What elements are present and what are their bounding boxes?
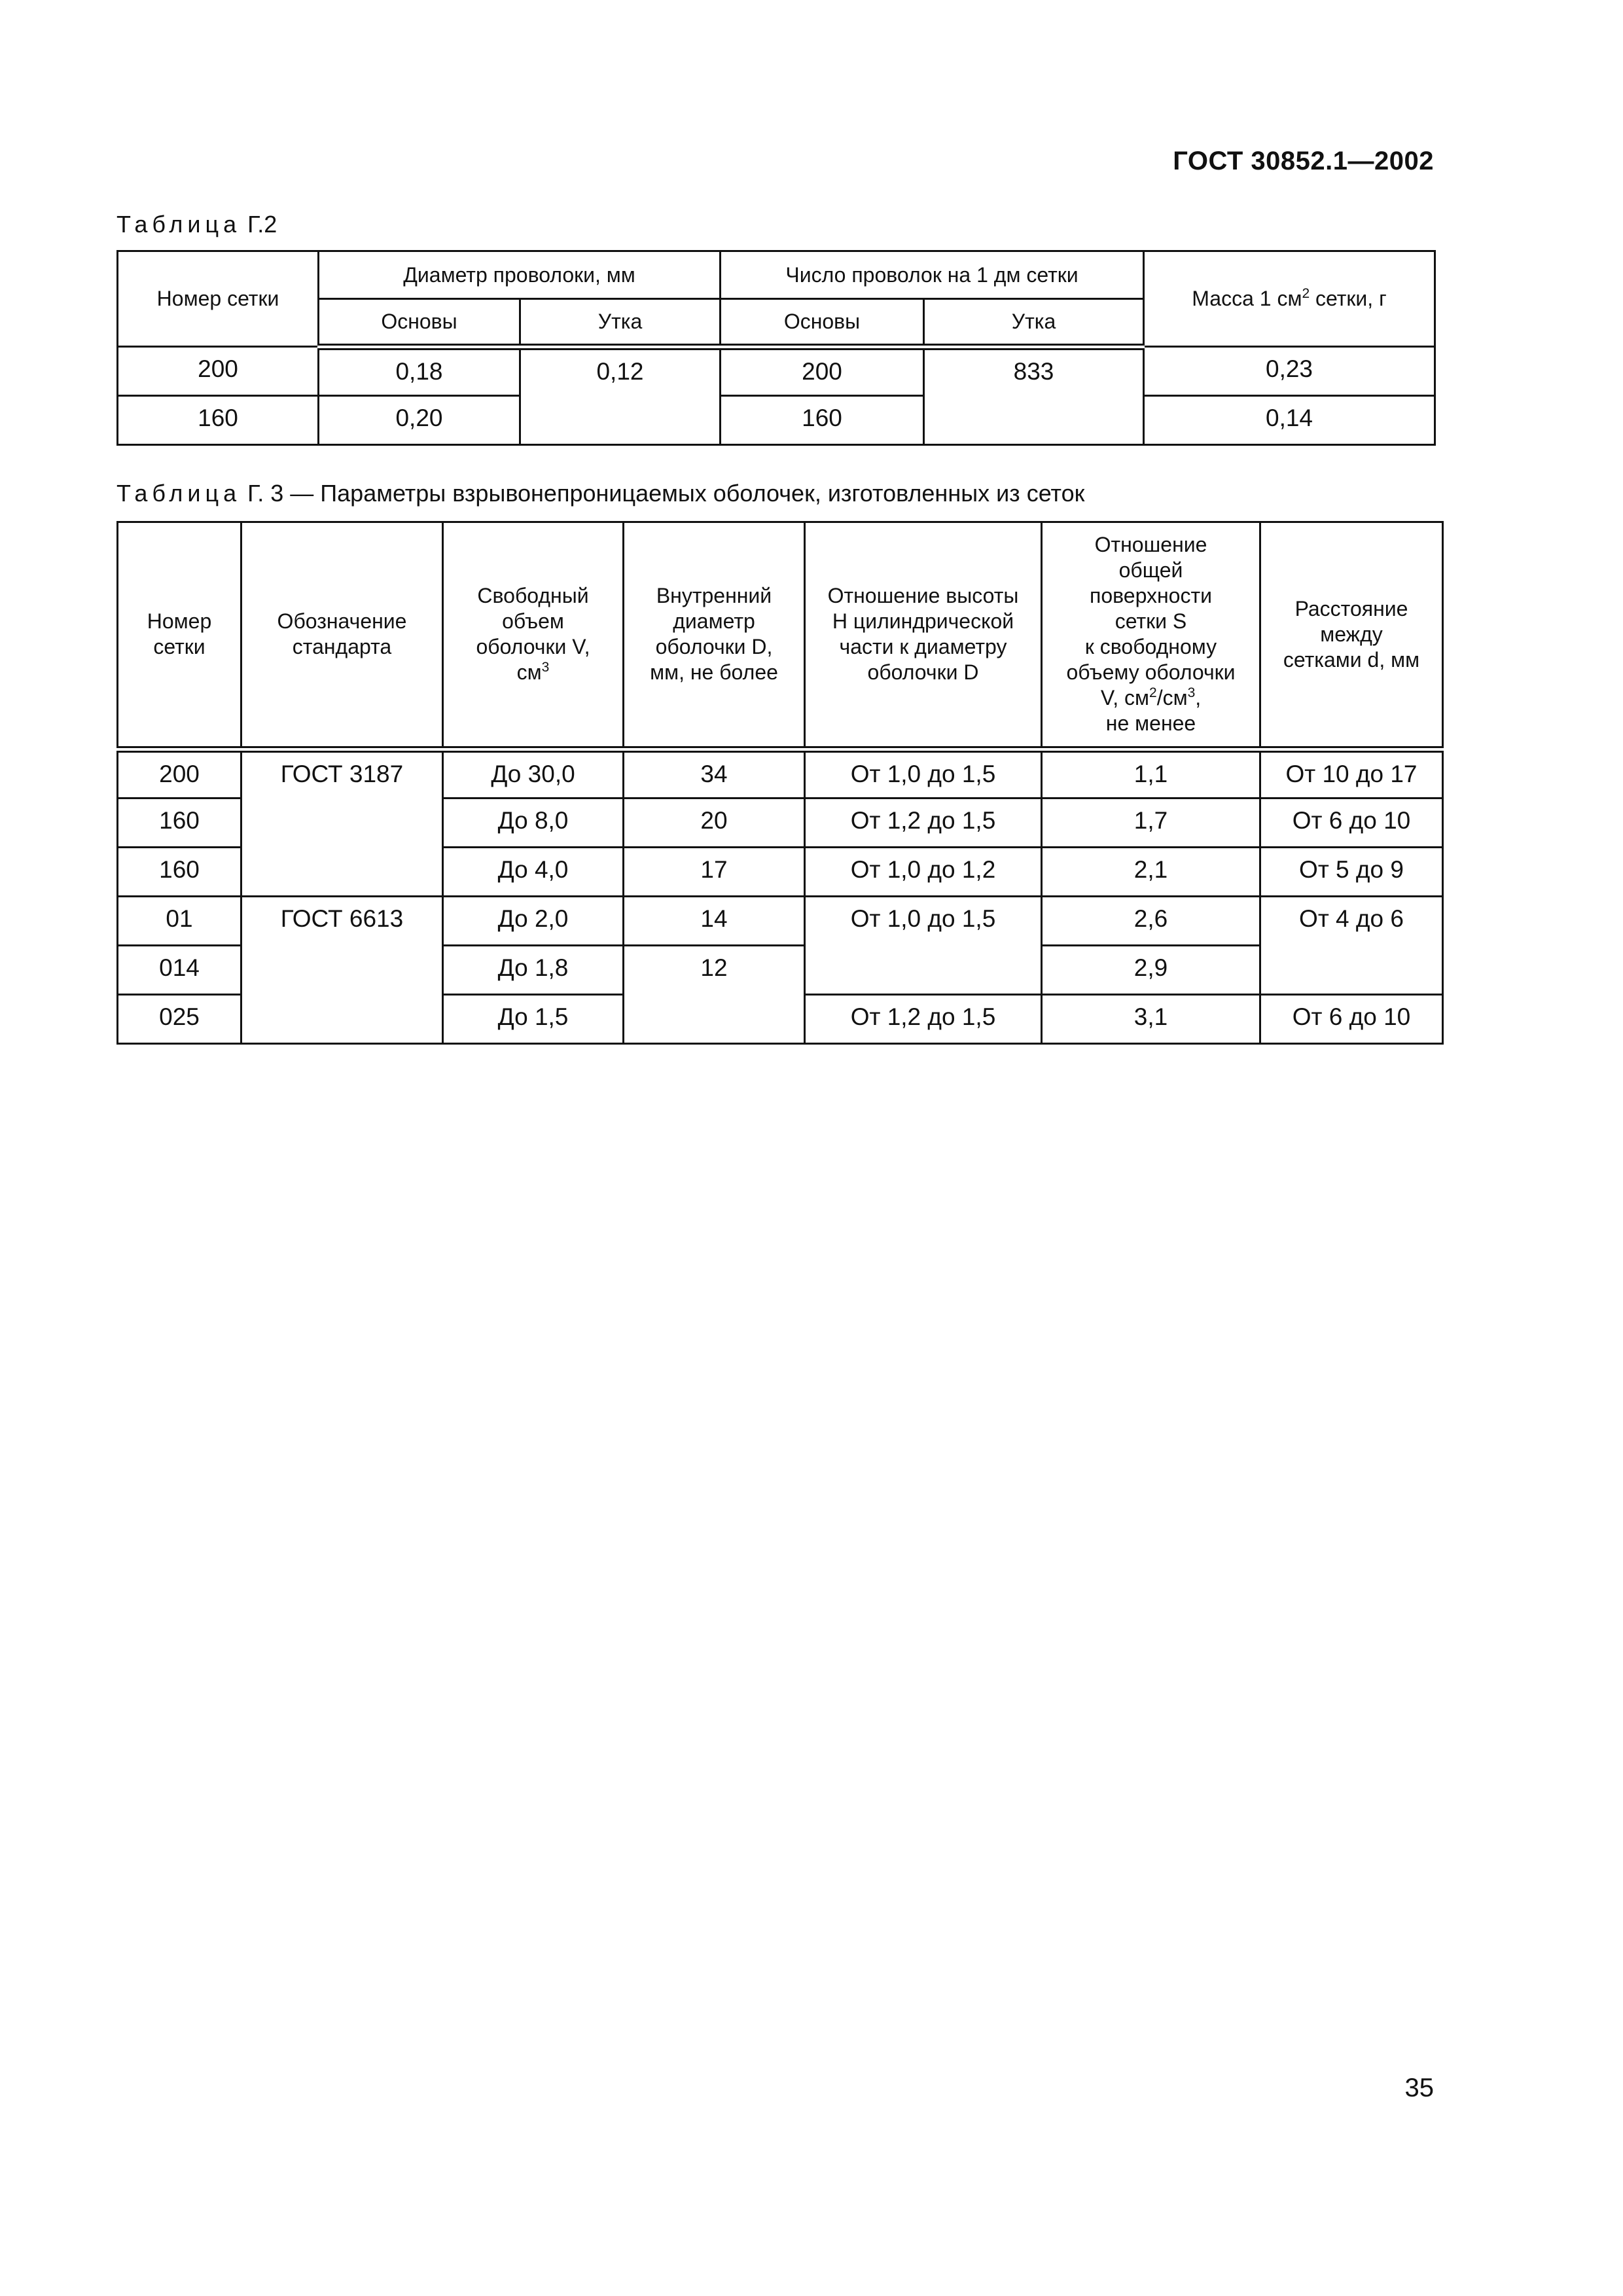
header-line: объем <box>502 609 564 634</box>
header-line: V, см <box>1100 686 1150 710</box>
header-line: Номер <box>147 609 212 634</box>
cell-inner-diameter: 12 <box>624 946 805 1044</box>
header-line: диаметр <box>673 609 755 634</box>
cell-standard: ГОСТ 6613 <box>241 897 443 1044</box>
cell-mass: 0,14 <box>1144 396 1435 445</box>
caption-word: Таблица <box>116 480 241 507</box>
caption-word: Таблица <box>116 211 241 238</box>
header-line: оболочки D <box>867 660 979 685</box>
header-weft: Утка <box>520 299 721 347</box>
header-line: /см <box>1156 686 1188 710</box>
cell-inner-diameter: 20 <box>624 798 805 848</box>
header-mesh-no: Номер сетки <box>118 251 319 347</box>
cell-ratio-hd: От 1,2 до 1,5 <box>805 798 1042 848</box>
cell-mesh-no: 01 <box>118 897 241 946</box>
cell-ratio-sv: 1,1 <box>1042 749 1260 798</box>
document-id: ГОСТ 30852.1—2002 <box>1173 147 1434 175</box>
cell-ratio-sv: 2,6 <box>1042 897 1260 946</box>
cell-dia-weft: 0,12 <box>520 347 721 445</box>
header-line: Отношение <box>1094 533 1207 557</box>
cell-ratio-sv: 3,1 <box>1042 995 1260 1044</box>
table-g2 <box>116 250 1436 446</box>
cell-volume: До 8,0 <box>443 798 624 848</box>
cell-distance: От 6 до 10 <box>1260 995 1443 1044</box>
header-mass <box>1144 251 1435 347</box>
table-g2-caption <box>116 211 277 238</box>
header-line: стандарта <box>292 635 392 659</box>
cell-mesh-no: 025 <box>118 995 241 1044</box>
header-line: Отношение высоты <box>827 584 1019 608</box>
header-warp: Основы <box>721 299 924 347</box>
header-line: сетки S <box>1115 609 1187 634</box>
cell-dia-warp: 0,20 <box>319 396 520 445</box>
header-line: общей <box>1118 558 1183 583</box>
header-line: оболочки V, <box>476 635 590 659</box>
table-row <box>118 347 1435 396</box>
cell-ratio-sv: 2,1 <box>1042 848 1260 897</box>
cell-mesh-no: 160 <box>118 798 241 848</box>
cell-cnt-warp: 160 <box>721 396 924 445</box>
cell-mesh-no: 200 <box>118 749 241 798</box>
table-row <box>118 749 1443 798</box>
header-line: Внутренний <box>656 584 772 608</box>
header-line: не менее <box>1105 711 1196 736</box>
table-row <box>118 396 1435 445</box>
page-number: 35 <box>1404 2073 1434 2102</box>
header-warp: Основы <box>319 299 520 347</box>
header-line: , <box>1195 686 1202 710</box>
header-sup: 3 <box>1187 685 1196 701</box>
header-mass-sup: 2 <box>1302 286 1310 301</box>
table-row <box>118 897 1443 946</box>
table-g3 <box>116 521 1444 1045</box>
cell-cnt-weft: 833 <box>924 347 1144 445</box>
cell-inner-diameter: 17 <box>624 848 805 897</box>
cell-mesh-no: 160 <box>118 396 319 445</box>
cell-distance: От 6 до 10 <box>1260 798 1443 848</box>
cell-inner-diameter: 34 <box>624 749 805 798</box>
header-line: части к диаметру <box>839 635 1007 659</box>
cell-volume: До 4,0 <box>443 848 624 897</box>
caption-rest: Г.2 <box>241 211 277 238</box>
header-line: объему оболочки <box>1066 660 1236 685</box>
header-weft: Утка <box>924 299 1144 347</box>
cell-distance: От 5 до 9 <box>1260 848 1443 897</box>
cell-mesh-no: 014 <box>118 946 241 995</box>
header-line: сетки <box>153 635 205 659</box>
header-wire-diameter: Диаметр проволоки, мм <box>319 251 721 299</box>
header-distance <box>1260 522 1443 749</box>
cell-volume: До 1,8 <box>443 946 624 995</box>
header-inner-diameter <box>624 522 805 749</box>
header-standard <box>241 522 443 749</box>
header-line: к свободному <box>1084 635 1217 659</box>
header-line: см <box>516 660 542 685</box>
cell-volume: До 1,5 <box>443 995 624 1044</box>
header-ratio-hd <box>805 522 1042 749</box>
table-g3-caption <box>116 480 1084 507</box>
cell-volume: До 2,0 <box>443 897 624 946</box>
cell-volume: До 30,0 <box>443 749 624 798</box>
header-line: H цилиндрической <box>832 609 1014 634</box>
header-line: поверхности <box>1090 584 1212 608</box>
cell-ratio-hd: От 1,0 до 1,5 <box>805 749 1042 798</box>
caption-rest: Г. 3 — Параметры взрывонепроницаемых оболочек, изготовленных из сеток <box>241 480 1085 507</box>
cell-ratio-hd: От 1,2 до 1,5 <box>805 995 1042 1044</box>
header-ratio-sv <box>1042 522 1260 749</box>
cell-distance: От 4 до 6 <box>1260 897 1443 995</box>
header-wires-per-dm: Число проволок на 1 дм сетки <box>721 251 1144 299</box>
header-line: Обозначение <box>277 609 407 634</box>
header-mass-post: сетки, г <box>1310 287 1387 310</box>
header-mass-pre: Масса 1 см <box>1192 287 1302 310</box>
cell-ratio-sv: 1,7 <box>1042 798 1260 848</box>
header-sup: 2 <box>1149 685 1157 701</box>
header-sup: 3 <box>541 660 550 675</box>
cell-ratio-hd: От 1,0 до 1,2 <box>805 848 1042 897</box>
cell-standard: ГОСТ 3187 <box>241 749 443 897</box>
cell-inner-diameter: 14 <box>624 897 805 946</box>
cell-cnt-warp: 200 <box>721 347 924 396</box>
header-line: Свободный <box>477 584 589 608</box>
cell-ratio-hd: От 1,0 до 1,5 <box>805 897 1042 995</box>
header-line: оболочки D, <box>655 635 773 659</box>
header-mesh-no <box>118 522 241 749</box>
header-line: между <box>1320 622 1383 646</box>
header-line: сетками d, мм <box>1283 647 1420 672</box>
cell-ratio-sv: 2,9 <box>1042 946 1260 995</box>
header-line: Расстояние <box>1294 596 1408 620</box>
header-volume <box>443 522 624 749</box>
header-line: мм, не более <box>650 660 778 685</box>
cell-mesh-no: 200 <box>118 347 319 396</box>
cell-distance: От 10 до 17 <box>1260 749 1443 798</box>
cell-mesh-no: 160 <box>118 848 241 897</box>
cell-dia-warp: 0,18 <box>319 347 520 396</box>
cell-mass: 0,23 <box>1144 347 1435 396</box>
